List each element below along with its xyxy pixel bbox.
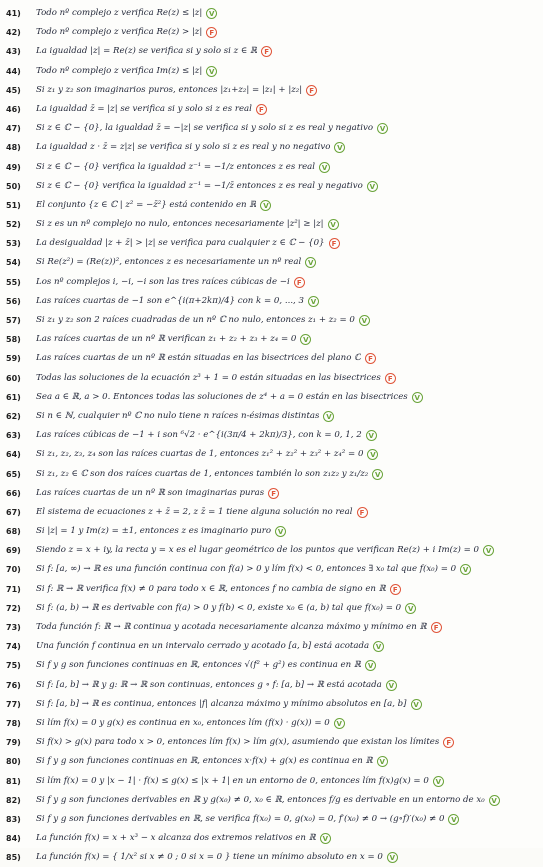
statement-text: Si z ∈ ℂ − {0} verifica la igualdad z⁻¹ = −1/z entonces z es real bbox=[36, 161, 316, 172]
true-mark-icon: V bbox=[377, 123, 388, 134]
statement-text: La función f(x) = { 1/x² si x ≠ 0 ; 0 si x = 0 } tiene un mínimo absoluto en x = 0 bbox=[36, 852, 383, 863]
statement-row bbox=[6, 42, 538, 61]
true-mark-icon: V bbox=[365, 660, 376, 671]
statement-text: Si f y g son funciones continuas en ℝ, entonces x·f(x) + g(x) es continua en ℝ bbox=[36, 756, 373, 767]
true-mark-icon: V bbox=[405, 603, 416, 614]
true-mark-icon: V bbox=[206, 8, 217, 19]
statement-text: Las raíces cuartas de un nº ℝ verifican z₁ + z₂ + z₃ + z₄ = 0 bbox=[36, 334, 297, 345]
statement-number: 76) bbox=[6, 680, 21, 690]
statement-row bbox=[6, 810, 538, 829]
statement-row bbox=[6, 752, 538, 771]
statement-text: Si z es un nº complejo no nulo, entonces necesariamente |z²| ≥ |z| bbox=[36, 219, 324, 230]
statement-row bbox=[6, 369, 538, 388]
statement-row bbox=[6, 714, 538, 733]
statement-number: 69) bbox=[6, 546, 21, 556]
statement-text: Si n ∈ ℕ, cualquier nº ℂ no nulo tiene n raíces n-ésimas distintas bbox=[36, 410, 320, 421]
true-mark-icon: V bbox=[373, 641, 384, 652]
statement-text: Si z₁ y z₂ son 2 raíces cuadradas de un nº ℂ no nulo, entonces z₁ + z₂ = 0 bbox=[36, 315, 355, 325]
true-mark-icon: V bbox=[305, 257, 316, 268]
statement-number: 53) bbox=[6, 239, 21, 249]
statement-number: 57) bbox=[6, 316, 21, 325]
true-mark-icon: V bbox=[275, 526, 286, 537]
statement-number: 72) bbox=[6, 603, 21, 613]
statement-text: Si z₁, z₂, z₃, z₄ son las raíces cuartas de 1, entonces z₁² + z₂² + z₃² + z₄² = 0 bbox=[36, 449, 364, 460]
true-mark-icon: V bbox=[386, 680, 397, 691]
true-mark-icon: V bbox=[411, 699, 422, 710]
statement-row bbox=[6, 695, 538, 714]
true-mark-icon: V bbox=[359, 315, 370, 326]
statement-number: 70) bbox=[6, 565, 21, 575]
statement-text: Si f: ℝ → ℝ verifica f(x) ≠ 0 para todo x ∈ ℝ, entonces f no cambia de signo en ℝ bbox=[36, 583, 386, 594]
statement-row bbox=[6, 560, 538, 579]
statement-row bbox=[6, 637, 538, 656]
false-mark-icon: F bbox=[206, 27, 217, 38]
statement-row bbox=[6, 522, 538, 541]
statement-text: La igualdad z̄ = |z| se verifica si y solo si z es real bbox=[36, 103, 252, 114]
statement-text: Todas las soluciones de la ecuación z³ + 1 = 0 están situadas en las bisectrices bbox=[36, 372, 381, 383]
statement-row bbox=[6, 177, 538, 196]
true-mark-icon: V bbox=[328, 219, 339, 230]
statement-text: Todo nº complejo z verifica Im(z) ≤ |z| bbox=[36, 65, 203, 76]
statement-text: Si lím f(x) = 0 y g(x) es continua en x₀, entonces lím (f(x) · g(x)) = 0 bbox=[36, 717, 330, 728]
statement-text: La igualdad z · z̄ = z|z| se verifica si y solo si z es real y no negativo bbox=[36, 142, 331, 153]
statement-row bbox=[6, 81, 538, 100]
true-mark-icon: V bbox=[323, 411, 334, 422]
false-mark-icon: F bbox=[390, 584, 401, 595]
false-mark-icon: F bbox=[431, 622, 442, 633]
false-mark-icon: F bbox=[256, 104, 267, 115]
false-mark-icon: F bbox=[385, 373, 396, 384]
statement-number: 47) bbox=[6, 124, 21, 134]
true-mark-icon: V bbox=[308, 296, 319, 307]
statement-number: 55) bbox=[6, 277, 21, 287]
true-mark-icon: V bbox=[260, 200, 271, 211]
statement-text: Si f: (a, b) → ℝ es derivable con f(a) > 0 y f(b) < 0, existe x₀ ∈ (a, b) tal que f(x₀) = 0 bbox=[36, 602, 402, 613]
statement-number: 80) bbox=[6, 757, 21, 767]
statement-row bbox=[6, 618, 538, 637]
statement-row bbox=[6, 656, 538, 675]
statement-text: Si f y g son funciones continuas en ℝ, entonces √(f² + g²) es continua en ℝ bbox=[36, 660, 362, 671]
statement-row bbox=[6, 599, 538, 618]
statement-text: La igualdad |z| = Re(z) se verifica si y solo si z ∈ ℝ bbox=[36, 46, 258, 57]
statement-text: El sistema de ecuaciones z + z̄ = 2, z z̄ = 1 tiene alguna solución no real bbox=[36, 506, 353, 517]
statement-number: 73) bbox=[6, 623, 21, 632]
statement-text: Si z ∈ ℂ − {0}, la igualdad z̄ = −|z| se verifica si y solo si z es real y negativo bbox=[36, 123, 374, 134]
statement-row bbox=[6, 465, 538, 484]
true-mark-icon: V bbox=[334, 718, 345, 729]
statement-text: Si f: [a, ∞) → ℝ es una función continua con f(a) > 0 y lím f(x) < 0, entonces ∃ x₀ tal que f(x₀) = 0 bbox=[36, 564, 457, 575]
true-mark-icon: V bbox=[460, 564, 471, 575]
true-mark-icon: V bbox=[387, 852, 398, 863]
statement-number: 51) bbox=[6, 200, 21, 210]
statement-text: La función f(x) = x + x³ − x alcanza dos extremos relativos en ℝ bbox=[36, 833, 316, 844]
false-mark-icon: F bbox=[306, 85, 317, 96]
true-mark-icon: V bbox=[372, 469, 383, 480]
false-mark-icon: F bbox=[443, 737, 454, 748]
statement-text: Si f: [a, b] → ℝ y g: ℝ → ℝ son continuas, entonces g ∘ f: [a, b] → ℝ está acotada bbox=[36, 679, 382, 690]
statement-text: Todo nº complejo z verifica Re(z) > |z| bbox=[36, 27, 203, 38]
statement-number: 75) bbox=[6, 661, 21, 671]
statement-number: 54) bbox=[6, 258, 21, 268]
statement-number: 48) bbox=[6, 143, 21, 153]
statement-number: 46) bbox=[6, 104, 21, 114]
true-mark-icon: V bbox=[448, 814, 459, 825]
statement-row bbox=[6, 4, 538, 23]
statement-text: Las raíces cúbicas de −1 + i son ⁶√2 · e^{i(3π/4 + 2kπ)/3}, con k = 0, 1, 2 bbox=[36, 430, 362, 441]
statement-row bbox=[6, 253, 538, 272]
false-mark-icon: F bbox=[357, 507, 368, 518]
statement-text: Los nº complejos i, −i, −i son las tres raíces cúbicas de −i bbox=[36, 276, 290, 287]
statement-row bbox=[6, 580, 538, 599]
statement-number: 44) bbox=[6, 66, 21, 76]
statement-text: Si Re(z²) = (Re(z))², entonces z es necesariamente un nº real bbox=[36, 257, 302, 268]
true-mark-icon: V bbox=[320, 833, 331, 844]
statement-number: 81) bbox=[6, 776, 21, 786]
statement-row bbox=[6, 273, 538, 292]
statement-number: 58) bbox=[6, 335, 21, 345]
statement-number: 43) bbox=[6, 47, 21, 57]
statement-text: Si f y g son funciones derivables en ℝ, se verifica f(x₀) = 0, g(x₀) = 0, f′(x₀) ≠ 0 → (g∘f)′(x₀) ≠ 0 bbox=[36, 813, 445, 824]
statement-row bbox=[6, 234, 538, 253]
statement-number: 85) bbox=[6, 853, 21, 863]
statement-row bbox=[6, 503, 538, 522]
statement-text: La desigualdad |z + z̄| > |z| se verifica para cualquier z ∈ ℂ − {0} bbox=[36, 238, 325, 249]
false-mark-icon: F bbox=[268, 488, 279, 499]
true-mark-icon: V bbox=[366, 430, 377, 441]
statement-row bbox=[6, 330, 538, 349]
statement-number: 74) bbox=[6, 642, 21, 652]
statement-number: 77) bbox=[6, 699, 21, 709]
statement-number: 84) bbox=[6, 834, 21, 844]
statement-number: 64) bbox=[6, 450, 21, 460]
statement-text: Si z₁, z₂ ∈ ℂ son dos raíces cuartas de 1, entonces también lo son z₁z₂ y z₁/z₂ bbox=[36, 468, 369, 479]
statement-number: 52) bbox=[6, 220, 21, 230]
statement-number: 41) bbox=[6, 9, 21, 18]
statement-number: 60) bbox=[6, 373, 21, 383]
statement-text: Si |z| = 1 y Im(z) = ±1, entonces z es imaginario puro bbox=[36, 526, 272, 537]
true-mark-icon: V bbox=[319, 162, 330, 173]
true-mark-icon: V bbox=[489, 795, 500, 806]
statement-row bbox=[6, 311, 538, 330]
statement-row bbox=[6, 848, 538, 867]
false-mark-icon: F bbox=[365, 353, 376, 364]
statement-row bbox=[6, 772, 538, 791]
statement-text: Si f: [a, b] → ℝ es continua, entonces |f| alcanza máximo y mínimo absolutos en [a, b] bbox=[36, 698, 407, 709]
true-mark-icon: V bbox=[367, 449, 378, 460]
statement-text: Si lím f(x) = 0 y |x − 1| · f(x) ≤ g(x) ≤ |x + 1| en un entorno de 0, entonces lím f(x)g(x) = 0 bbox=[36, 775, 429, 786]
true-mark-icon: V bbox=[300, 334, 311, 345]
true-mark-icon: V bbox=[377, 756, 388, 767]
statement-text: Si z ∈ ℂ − {0} verifica la igualdad z⁻¹ = −1/z̄ entonces z es real y negativo bbox=[36, 180, 363, 191]
statement-row bbox=[6, 829, 538, 848]
statement-number: 82) bbox=[6, 795, 21, 805]
statement-number: 45) bbox=[6, 85, 21, 95]
statement-row bbox=[6, 407, 538, 426]
statement-number: 61) bbox=[6, 392, 21, 402]
true-mark-icon: V bbox=[334, 142, 345, 153]
false-mark-icon: F bbox=[261, 46, 272, 57]
statement-row bbox=[6, 138, 538, 157]
statement-row bbox=[6, 23, 538, 42]
statement-row bbox=[6, 445, 538, 464]
statement-number: 49) bbox=[6, 162, 21, 172]
statement-number: 71) bbox=[6, 584, 21, 594]
statement-text: Si f y g son funciones derivables en ℝ y g(x₀) ≠ 0, x₀ ∈ ℝ, entonces f/g es derivable en un entorno de x₀ bbox=[36, 794, 485, 805]
false-mark-icon: F bbox=[329, 238, 340, 249]
statement-text: Las raíces cuartas de un nº ℝ están situadas en las bisectrices del plano ℂ bbox=[36, 353, 361, 364]
statement-text: Una función f continua en un intervalo cerrado y acotado [a, b] está acotada bbox=[36, 641, 370, 652]
statement-number: 83) bbox=[6, 814, 21, 824]
statement-number: 62) bbox=[6, 411, 21, 421]
statement-number: 50) bbox=[6, 181, 21, 191]
statement-row bbox=[6, 100, 538, 119]
statement-row bbox=[6, 791, 538, 810]
true-mark-icon: V bbox=[412, 392, 423, 403]
statement-number: 68) bbox=[6, 527, 21, 537]
true-mark-icon: V bbox=[206, 66, 217, 77]
statement-number: 65) bbox=[6, 469, 21, 479]
statement-row bbox=[6, 215, 538, 234]
statement-row bbox=[6, 119, 538, 138]
statement-number: 79) bbox=[6, 738, 21, 748]
statement-number: 67) bbox=[6, 507, 21, 517]
statement-row bbox=[6, 349, 538, 368]
statement-text: Toda función f: ℝ → ℝ continua y acotada necesariamente alcanza máximo y mínimo en ℝ bbox=[36, 622, 427, 632]
statement-text: Todo nº complejo z verifica Re(z) ≤ |z| bbox=[36, 8, 203, 18]
statement-text: Las raíces cuartas de un nº ℝ son imaginarias puras bbox=[36, 487, 265, 498]
statement-text: Siendo z = x + iy, la recta y = x es el lugar geométrico de los puntos que verifican Re(z) + i Im(z) = 0 bbox=[36, 545, 480, 556]
statement-row bbox=[6, 158, 538, 177]
statement-row bbox=[6, 62, 538, 81]
statement-row bbox=[6, 541, 538, 560]
statement-text: Si f(x) > g(x) para todo x > 0, entonces lím f(x) > lím g(x), asumiendo que existan los límites bbox=[36, 737, 440, 748]
statement-text: Si z₁ y z₂ son imaginarios puros, entonces |z₁+z₂| = |z₁| + |z₂| bbox=[36, 84, 303, 95]
true-mark-icon: V bbox=[367, 181, 378, 192]
true-mark-icon: V bbox=[483, 545, 494, 556]
statement-row bbox=[6, 388, 538, 407]
statement-row bbox=[6, 426, 538, 445]
statement-row bbox=[6, 484, 538, 503]
statement-number: 66) bbox=[6, 488, 21, 498]
statement-text: Las raíces cuartas de −1 son e^{i(π+2kπ)/4} con k = 0, ..., 3 bbox=[36, 295, 304, 306]
statement-text: Sea a ∈ ℝ, a > 0. Entonces todas las soluciones de z⁴ + a = 0 están en las bisectrices bbox=[36, 391, 408, 402]
statement-number: 59) bbox=[6, 354, 21, 364]
false-mark-icon: F bbox=[294, 277, 305, 288]
statement-row bbox=[6, 733, 538, 752]
statement-text: El conjunto {z ∈ ℂ | z² = −z̄²} está contenido en ℝ bbox=[36, 199, 257, 210]
statement-number: 42) bbox=[6, 28, 21, 38]
true-mark-icon: V bbox=[433, 776, 444, 787]
statement-number: 56) bbox=[6, 296, 21, 306]
statement-list bbox=[6, 4, 538, 867]
statement-row bbox=[6, 196, 538, 215]
statement-number: 63) bbox=[6, 431, 21, 441]
statement-row bbox=[6, 676, 538, 695]
statement-number: 78) bbox=[6, 718, 21, 728]
statement-row bbox=[6, 292, 538, 311]
